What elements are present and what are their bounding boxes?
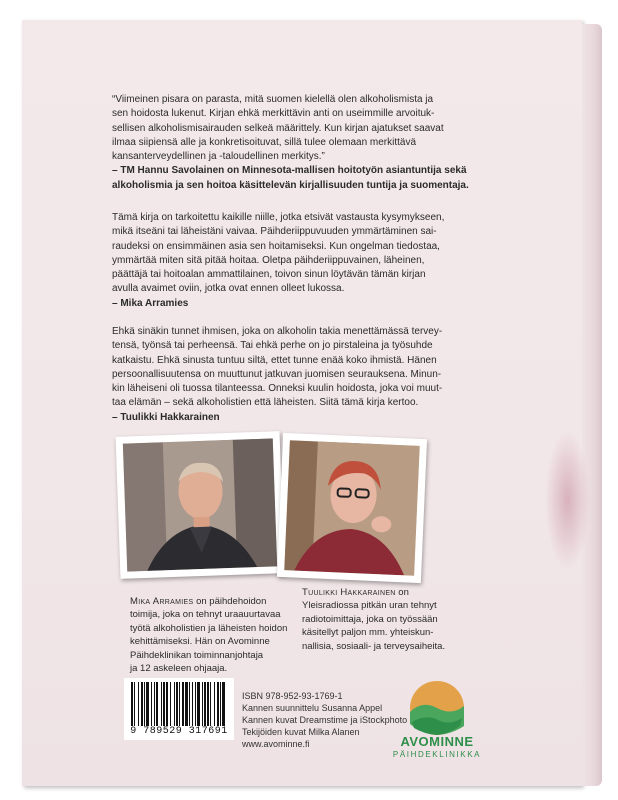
barcode-bar — [166, 682, 168, 726]
barcode-bar — [156, 682, 158, 726]
paragraph-signature: – Mika Arramies — [112, 297, 189, 309]
barcode-bar — [202, 682, 203, 726]
paragraph-line: raudeksi on ensimmäinen asia sen hoitamiseksi. Kun ongelman tiedostaa, — [112, 240, 440, 252]
author-photo-mika — [116, 431, 285, 579]
quote-line: sen hoidosta lukenut. Kirjan ehkä merkittävin anti on useimmille arvoituk- — [112, 108, 435, 120]
portrait-image — [284, 440, 420, 576]
isbn-text: ISBN 978-952-93-1769-1 — [242, 691, 343, 701]
paragraph-line: persoonallisuutensa on muuttunut jatkuvan juomisen seurauksena. Minun- — [112, 368, 442, 380]
barcode-bar — [217, 682, 219, 726]
author-paragraph-tuulikki — [112, 325, 507, 425]
quote-line: kansanterveydellinen ja -taloudellinen merkitys.” — [112, 151, 325, 163]
bio-line: toimija, joka on tehnyt uraauurtavaa — [130, 609, 281, 621]
quote-line: “Viimeinen pisara on parasta, mitä suomen kielellä olen alkoholismista ja — [112, 94, 434, 105]
barcode-bar — [197, 682, 200, 726]
paragraph-line: katkaistu. Ehkä sinusta tuntuu siltä, ettet tunne enää koko ihmistä. Hänen — [112, 354, 437, 366]
bio-name: Mika Arramies — [130, 596, 194, 607]
barcode-bar — [170, 682, 171, 726]
barcode-bar — [144, 682, 145, 726]
website-url: www.avominne.fi — [242, 739, 310, 749]
cover-design-credit: Kannen suunnittelu Susanna Appel — [242, 703, 383, 713]
bio-line: on päihdehoidon — [193, 596, 267, 607]
cover-photo-credit: Kannen kuvat Dreamstime ja iStockphoto — [242, 715, 408, 725]
bio-line: työtä alkoholistien ja läheisten hoidon — [130, 622, 288, 634]
bio-line: Yleisradiossa pitkän uran tehnyt — [302, 600, 437, 612]
bio-line: nallisia, sosiaali- ja terveysaiheita. — [302, 640, 446, 652]
bio-line: on — [395, 587, 409, 598]
author-photo-credit: Tekijöiden kuvat Milka Alanen — [242, 727, 360, 737]
paragraph-line: päättäjä tai hoitoalan ammattilainen, toivon sinun löytävän tämän kirjan — [112, 269, 426, 281]
barcode-bar — [192, 682, 193, 726]
barcode-bar — [134, 682, 135, 726]
barcode-bars — [130, 682, 228, 726]
review-quote — [112, 93, 507, 193]
barcode-bar — [214, 682, 215, 726]
paragraph-line: avulla avaimet oviin, jotka ovat ennen olleet lukossa. — [112, 283, 345, 295]
paragraph-line: ymmärtää miten sitä pitää hoitaa. Oletpa päihderiippuvainen, läheinen, — [112, 254, 425, 266]
quote-attribution: alkoholismia ja sen hoitoa käsittelevän kirjallisuuden tuntija ja suomentaja. — [112, 179, 469, 191]
barcode-bar — [146, 682, 149, 726]
barcode-bar — [141, 682, 143, 726]
barcode-bar — [176, 682, 178, 726]
portrait-man-illustration — [123, 438, 277, 571]
cover-tint — [545, 430, 590, 570]
barcode-bar — [163, 682, 165, 726]
bio-line: käsitellyt paljon mm. yhteiskun- — [302, 627, 434, 639]
barcode-bar — [138, 682, 139, 726]
bio-tuulikki — [302, 586, 472, 653]
barcode-bar — [210, 682, 211, 726]
barcode-bar — [179, 682, 180, 726]
quote-attribution: – TM Hannu Savolainen on Minnesota-mallisen hoitotyön asiantuntija sekä — [112, 165, 467, 177]
paragraph-line: Ehkä sinäkin tunnet ihmisen, joka on alkoholin takia menettämässä tervey- — [112, 326, 443, 337]
barcode-bar — [204, 682, 206, 726]
barcode-bar — [222, 682, 225, 726]
barcode-bar — [131, 682, 133, 726]
bio-line: Päihdeklinikan toiminnanjohtaja — [130, 649, 264, 661]
barcode-bar — [195, 682, 196, 726]
bio-line: radiotoimittaja, joka on työssään — [302, 613, 438, 625]
bio-name: Tuulikki Hakkarainen — [302, 587, 396, 598]
barcode-bar — [154, 682, 155, 726]
barcode-bar — [151, 682, 152, 726]
paragraph-line: kin läheiseni oli tuossa tilanteessa. Onneksi kuulin hoidosta, joka voi muut- — [112, 383, 443, 395]
barcode-bar — [182, 682, 184, 726]
book-spine — [582, 24, 602, 786]
paragraph-line: tensä, työnsä tai perheensä. Tai ehkä perhe on jo pirstaleina ja työsuhde — [112, 340, 433, 352]
barcode-bar — [207, 682, 209, 726]
logo-name: AVOMINNE — [400, 734, 474, 749]
barcode-number: 9 789529 317691 — [130, 726, 228, 737]
barcode-bar — [189, 682, 190, 726]
barcode-bar — [174, 682, 175, 726]
paragraph-signature: – Tuulikki Hakkarainen — [112, 411, 220, 423]
bio-line: ja 12 askeleen ohjaaja. — [130, 663, 228, 675]
paragraph-line: mikä itseäni tai läheistäni vaivaa. Päihderiippuvuuden ymmärtäminen sai- — [112, 226, 437, 238]
quote-line: sellisen alkoholismisairauden selkeä määrittely. Kun kirjan ajatukset saavat — [112, 122, 444, 134]
bio-mika — [130, 595, 295, 675]
logo-subtitle: PÄIHDEKLINIKKA — [392, 750, 482, 759]
barcode-bar — [161, 682, 162, 726]
barcode-bar — [185, 682, 188, 726]
author-photo-tuulikki — [277, 433, 427, 583]
barcode-bar — [220, 682, 221, 726]
isbn-barcode — [124, 678, 234, 740]
paragraph-line: Tämä kirja on tarkoitettu kaikille niille, jotka etsivät vastausta kysymykseen, — [112, 212, 445, 223]
author-paragraph-mika — [112, 211, 507, 311]
quote-line: ilmaa siipiensä alle ja konkretisoituvat, sillä tulee olemaan merkittävä — [112, 136, 417, 148]
paragraph-line: taa elämän – sekä alkoholistien että läheisten. Siitä tämä kirja kertoo. — [112, 397, 419, 409]
portrait-woman-illustration — [284, 440, 420, 576]
portrait-image — [123, 438, 277, 571]
bio-line: kehittämiseksi. Hän on Avominne — [130, 636, 270, 648]
